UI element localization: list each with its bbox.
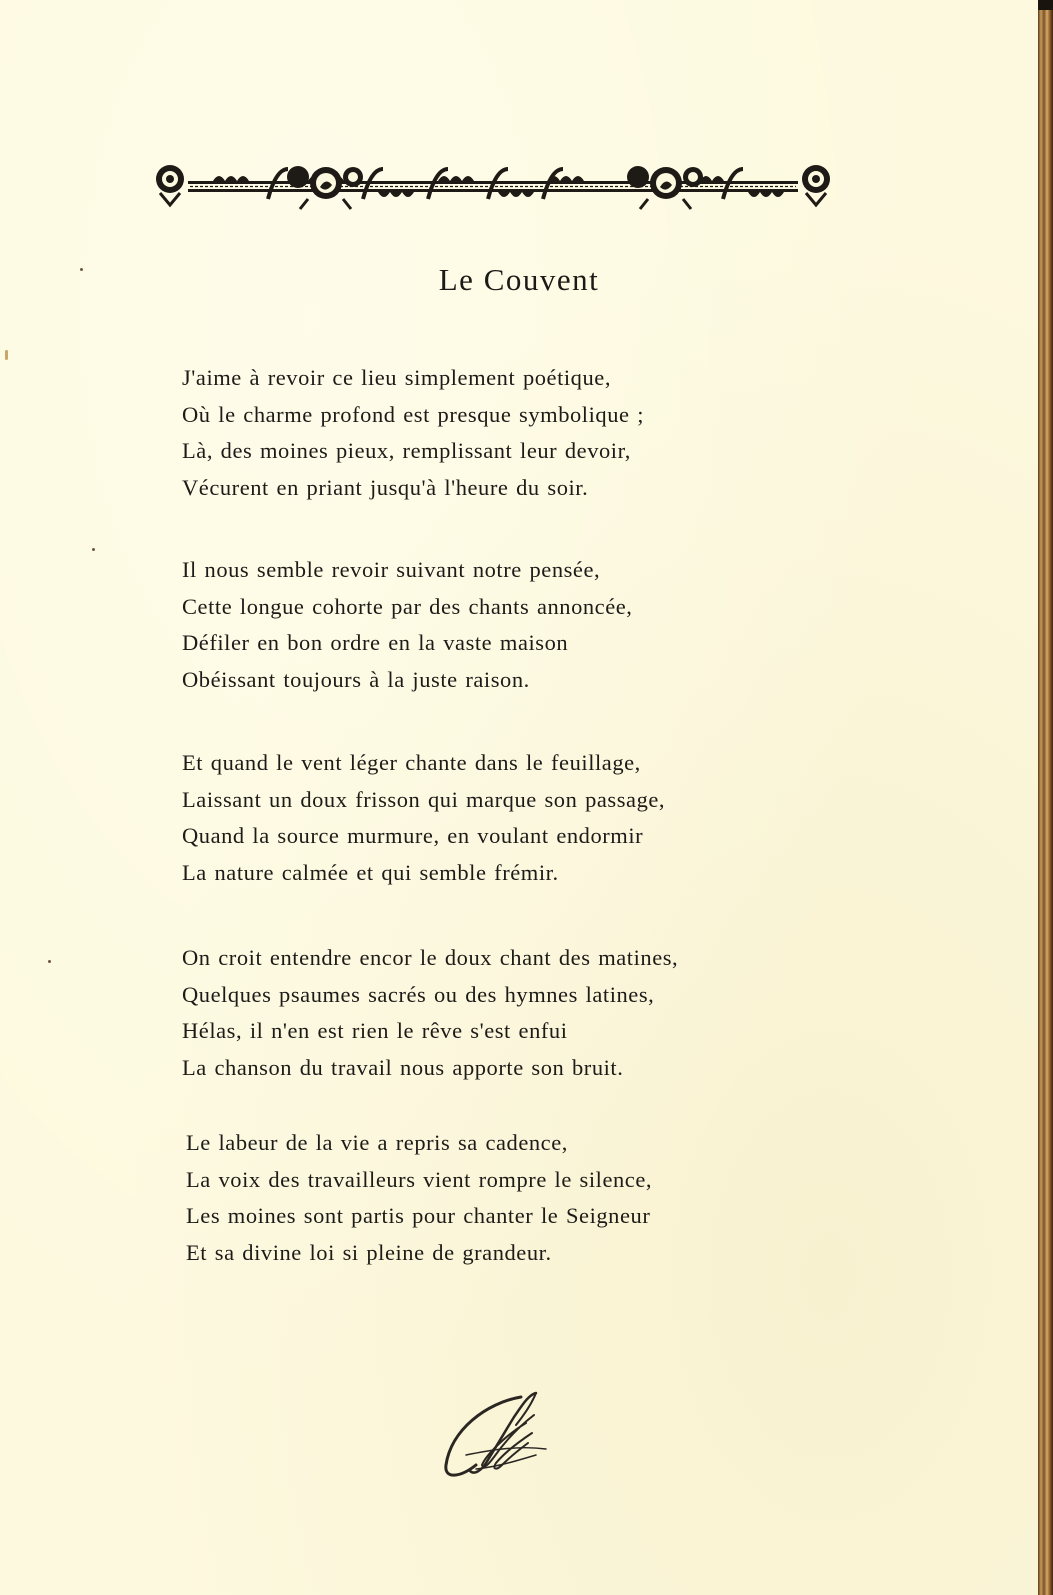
poem-line: Obéissant toujours à la juste raison. bbox=[182, 666, 530, 692]
monogram-icon bbox=[436, 1385, 556, 1485]
poem-line: La voix des travailleurs vient rompre le silence, bbox=[186, 1166, 653, 1192]
poem-line: La nature calmée et qui semble frémir. bbox=[182, 859, 559, 885]
poem-line: J'aime à revoir ce lieu simplement poétique, bbox=[182, 365, 611, 390]
paper-speck bbox=[5, 350, 8, 360]
stanza bbox=[182, 360, 842, 506]
poem-line: Quelques psaumes sacrés ou des hymnes latines, bbox=[182, 981, 655, 1007]
stanza bbox=[182, 552, 842, 698]
poem-line: Hélas, il n'en est rien le rêve s'est enfui bbox=[182, 1018, 568, 1043]
stanza bbox=[186, 1125, 846, 1271]
book-corner-shadow bbox=[1038, 0, 1053, 10]
poem-line: Et sa divine loi si pleine de grandeur. bbox=[186, 1239, 552, 1265]
poem-line: Quand la source murmure, en voulant endormir bbox=[182, 823, 644, 848]
poem-line: Défiler en bon ordre en la vaste maison bbox=[182, 630, 569, 655]
poem-line: Le labeur de la vie a repris sa cadence, bbox=[186, 1130, 568, 1155]
stanza bbox=[182, 745, 842, 891]
poem-line: Vécurent en priant jusqu'à l'heure du soir. bbox=[182, 474, 589, 500]
poem-line: Là, des moines pieux, remplissant leur devoir, bbox=[182, 438, 631, 463]
poem-line: Où le charme profond est presque symbolique ; bbox=[182, 401, 645, 427]
poem-line: Et quand le vent léger chante dans le feuillage, bbox=[182, 750, 641, 775]
poem-line: Cette longue cohorte par des chants annoncée, bbox=[182, 593, 633, 619]
poem-title: Le Couvent bbox=[438, 262, 600, 297]
poem-line: Les moines sont partis pour chanter le Seigneur bbox=[186, 1203, 651, 1228]
poem-line: La chanson du travail nous apporte son bruit. bbox=[182, 1054, 624, 1080]
paper-speck bbox=[48, 960, 51, 963]
book-page-edge bbox=[1038, 8, 1053, 1595]
poem-line: Il nous semble revoir suivant notre pensée, bbox=[182, 557, 601, 582]
paper-speck bbox=[80, 268, 83, 271]
poem-line: On croit entendre encor le doux chant des matines, bbox=[182, 945, 679, 970]
stanza bbox=[182, 940, 842, 1086]
poem-line: Laissant un doux frisson qui marque son passage, bbox=[182, 786, 666, 812]
paper-speck bbox=[92, 548, 95, 551]
floral-border-icon bbox=[148, 155, 838, 213]
